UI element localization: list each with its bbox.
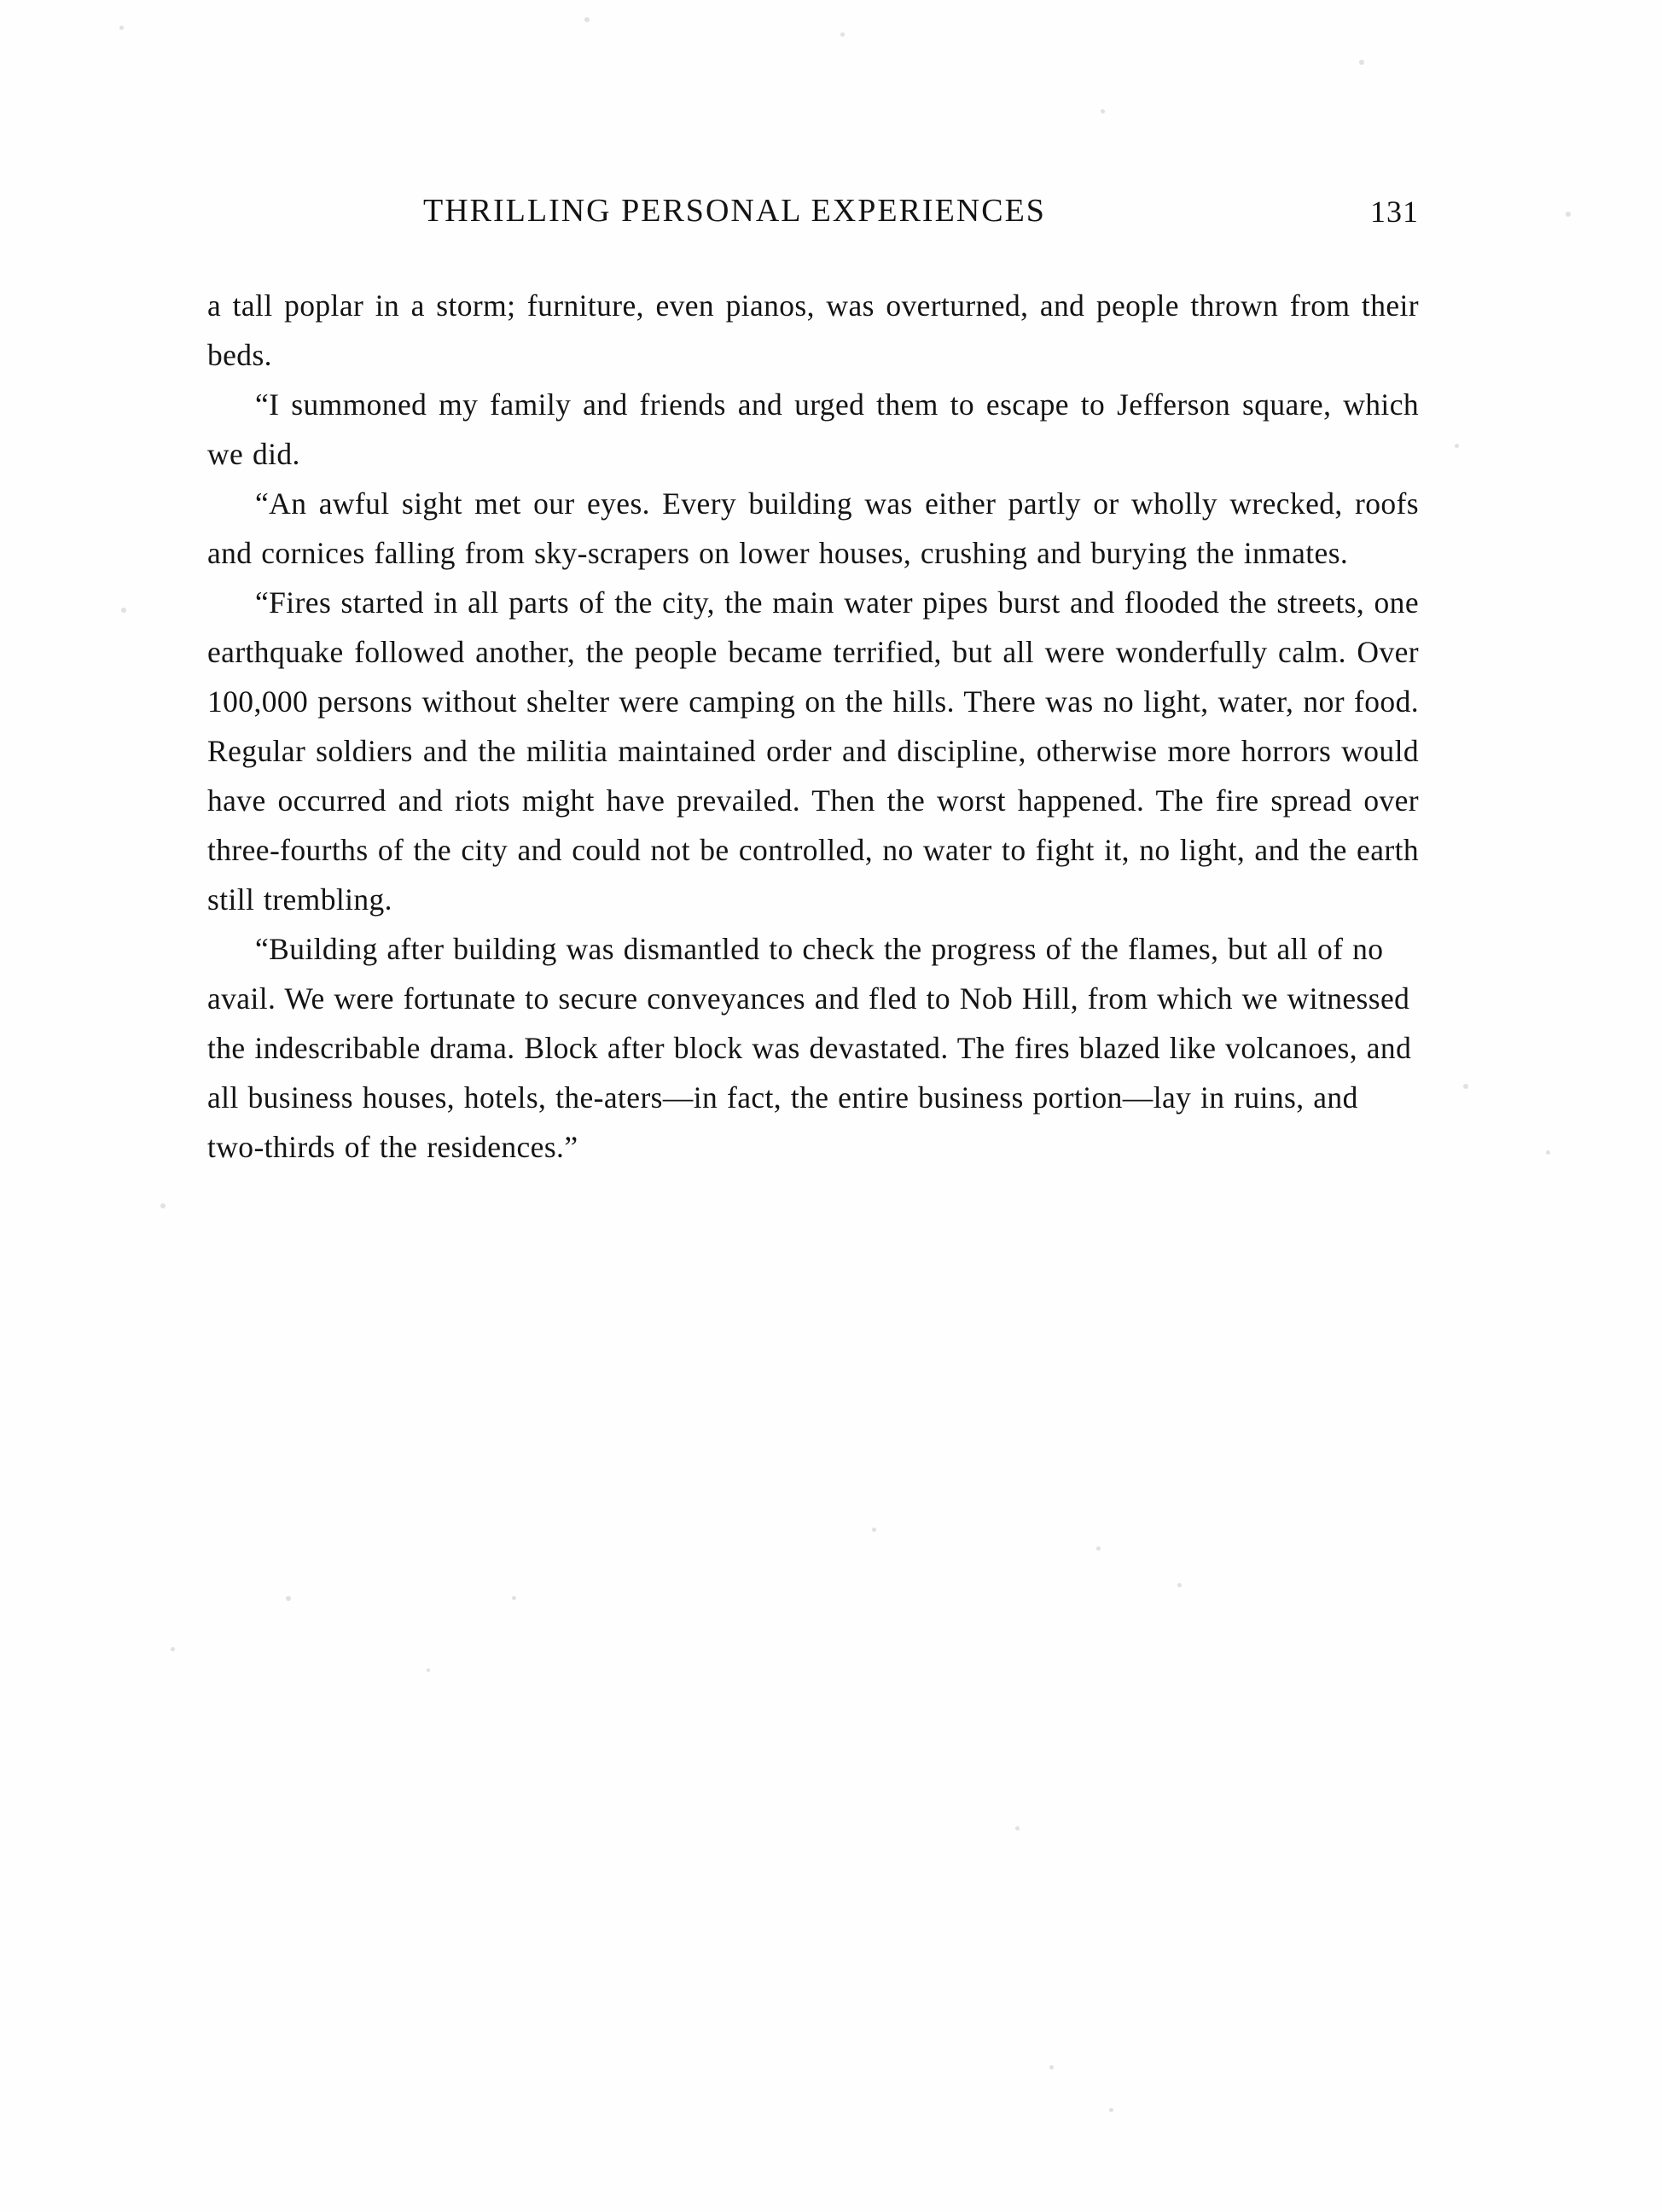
scan-speck: [584, 17, 590, 22]
scan-speck: [872, 1528, 876, 1532]
scan-speck: [512, 1596, 516, 1600]
scan-speck: [171, 1647, 175, 1651]
scan-speck: [121, 608, 126, 613]
scan-speck: [1359, 60, 1364, 65]
paragraph: “I summoned my family and friends and urged them to escape to Jefferson square, which we did.: [207, 387, 1419, 471]
paragraph: a tall poplar in a storm; furniture, even pianos, was overturned, and people thrown from their beds.: [207, 288, 1419, 372]
scan-speck: [286, 1596, 291, 1601]
page-number: 131: [1370, 195, 1419, 229]
scan-speck: [1049, 2065, 1054, 2069]
running-head: [207, 192, 1419, 231]
scan-speck: [427, 1668, 430, 1672]
scan-speck: [1455, 444, 1459, 448]
scan-speck: [1109, 2108, 1113, 2112]
paragraph: “Fires started in all parts of the city, the main water pipes burst and flooded the streets, one earthquake followed another, the people became terrified, but all were wonderfully calm. Over 100,000 persons without shelter were camping on the hills. There was no light, water, nor food. Regular soldiers and the militia maintained order and discipline, otherwise more horrors would have occurred and riots might have prevailed. Then the worst happened. The fire spread over three-fourths of the city and could not be controlled, no water to fight it, no light, and the earth still trembling.: [207, 585, 1419, 917]
scan-speck: [1101, 109, 1105, 114]
scan-speck: [119, 26, 124, 30]
scan-speck: [1015, 1826, 1020, 1831]
scan-speck: [1177, 1583, 1182, 1587]
body-text: [207, 281, 1419, 1172]
page-content: [207, 192, 1419, 1172]
scan-speck: [1566, 212, 1571, 217]
scan-speck: [840, 32, 845, 37]
scan-speck: [1096, 1546, 1101, 1551]
paragraph: “Building after building was dismantled to check the progress of the flames, but all of no avail. We were fortunate to secure conveyances and fled to Nob Hill, from which we witnessed the indescribable drama. Block after block was devastated. The fires blazed like volcanoes, and all business houses, hotels, the-aters—in fact, the entire business portion—lay in ruins, and two-thirds of the residences.”: [207, 932, 1412, 1164]
scan-speck: [1463, 1084, 1468, 1089]
scan-speck: [160, 1203, 166, 1208]
scan-speck: [1546, 1150, 1550, 1155]
page-title: THRILLING PERSONAL EXPERIENCES: [423, 193, 1046, 229]
paragraph: “An awful sight met our eyes. Every building was either partly or wholly wrecked, roofs and cornices falling from sky-scrapers on lower houses, crushing and burying the inmates.: [207, 486, 1419, 570]
